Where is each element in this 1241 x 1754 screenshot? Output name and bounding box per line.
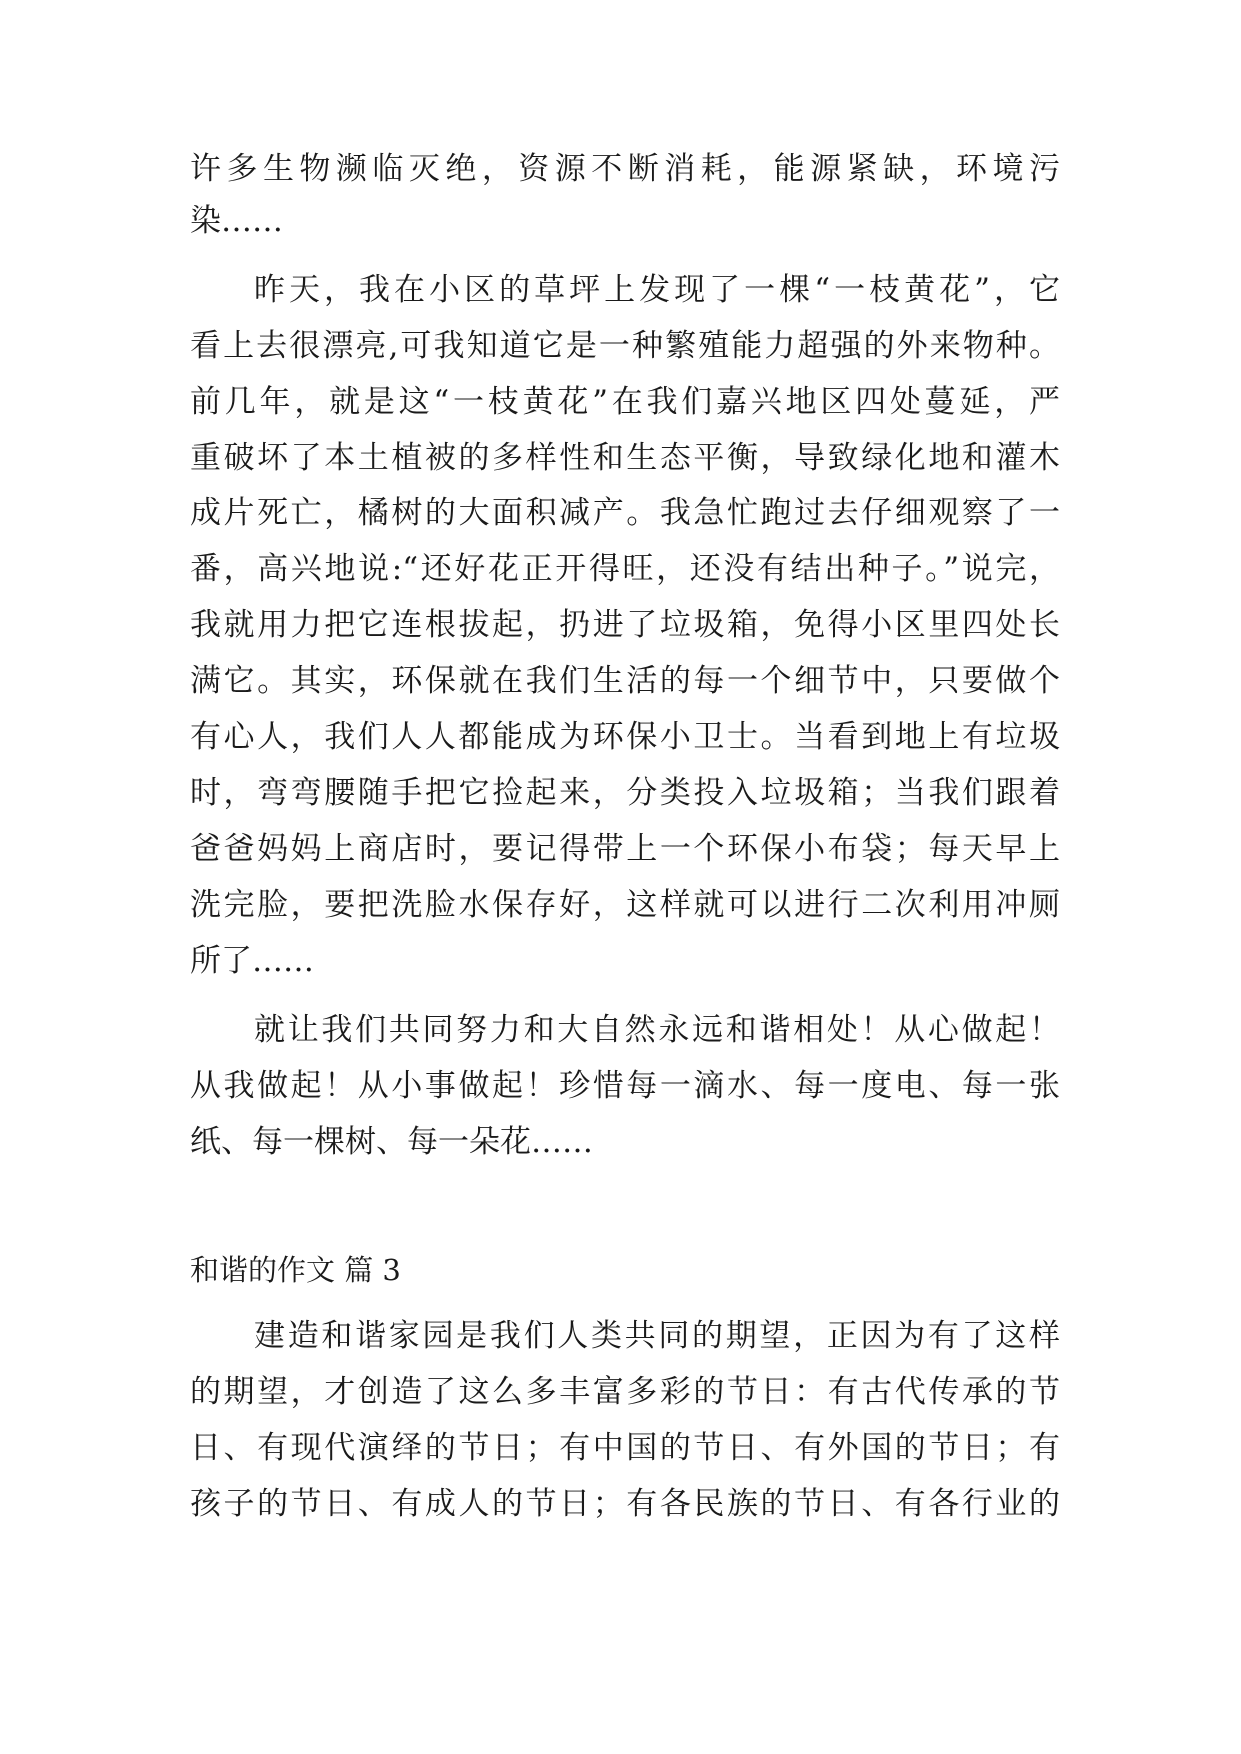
paragraph-2-line-12: 洗完脸，要把洗脸水保存好，这样就可以进行二次利用冲厕 bbox=[190, 887, 1060, 923]
paragraph-4-line-2: 的期望，才创造了这么多丰富多彩的节日：有古代传承的节 bbox=[190, 1374, 1060, 1410]
paragraph-4-line-4: 孩子的节日、有成人的节日；有各民族的节日、有各行业的 bbox=[190, 1486, 1060, 1522]
paragraph-3-line-1: 就让我们共同努力和大自然永远和谐相处！从心做起！ bbox=[254, 1012, 1060, 1048]
paragraph-2-line-13: 所了…… bbox=[190, 943, 314, 979]
paragraph-2-line-8: 满它。其实，环保就在我们生活的每一个细节中，只要做个 bbox=[190, 663, 1060, 699]
paragraph-2-line-10: 时，弯弯腰随手把它捡起来，分类投入垃圾箱；当我们跟着 bbox=[190, 775, 1060, 811]
paragraph-2-line-9: 有心人，我们人人都能成为环保小卫士。当看到地上有垃圾 bbox=[190, 719, 1060, 755]
paragraph-1-line-1: 许多生物濒临灭绝，资源不断消耗，能源紧缺，环境污 bbox=[190, 151, 1060, 187]
paragraph-3-line-3: 纸、每一棵树、每一朵花…… bbox=[190, 1124, 593, 1160]
paragraph-2-line-5: 成片死亡，橘树的大面积减产。我急忙跑过去仔细观察了一 bbox=[190, 495, 1060, 531]
section-heading: 和谐的作文 篇 3 bbox=[190, 1253, 401, 1287]
paragraph-2-line-6: 番，高兴地说:“还好花正开得旺，还没有结出种子。”说完， bbox=[190, 551, 1060, 587]
paragraph-1-line-2: 染…… bbox=[190, 203, 283, 239]
paragraph-3-line-2: 从我做起！从小事做起！珍惜每一滴水、每一度电、每一张 bbox=[190, 1068, 1060, 1104]
paragraph-2-line-3: 前几年，就是这“一枝黄花”在我们嘉兴地区四处蔓延，严 bbox=[190, 384, 1060, 420]
paragraph-4-line-1: 建造和谐家园是我们人类共同的期望，正因为有了这样 bbox=[254, 1318, 1060, 1354]
paragraph-2-line-7: 我就用力把它连根拔起，扔进了垃圾箱，免得小区里四处长 bbox=[190, 607, 1060, 643]
paragraph-2-line-1: 昨天，我在小区的草坪上发现了一棵“一枝黄花”，它 bbox=[254, 272, 1060, 308]
paragraph-2-line-11: 爸爸妈妈上商店时，要记得带上一个环保小布袋；每天早上 bbox=[190, 831, 1060, 867]
paragraph-2-line-4: 重破坏了本土植被的多样性和生态平衡，导致绿化地和灌木 bbox=[190, 440, 1060, 476]
paragraph-4-line-3: 日、有现代演绎的节日；有中国的节日、有外国的节日；有 bbox=[190, 1430, 1060, 1466]
paragraph-2-line-2: 看上去很漂亮,可我知道它是一种繁殖能力超强的外来物种。 bbox=[190, 328, 1060, 364]
